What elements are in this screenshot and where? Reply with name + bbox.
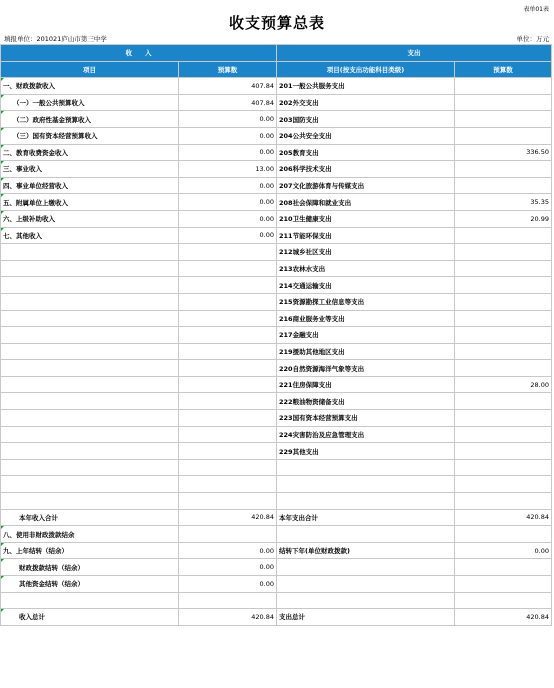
income-item-cell: （二）政府性基金预算收入 bbox=[1, 111, 179, 128]
table-row bbox=[1, 78, 552, 95]
expense-budget-cell bbox=[455, 410, 552, 427]
table-row bbox=[1, 161, 552, 178]
expense-item-cell bbox=[277, 476, 455, 493]
expense-budget-cell bbox=[455, 227, 552, 244]
expense-item-cell: 216商业服务业等支出 bbox=[277, 310, 455, 327]
table-row bbox=[1, 410, 552, 427]
expense-budget-cell bbox=[455, 177, 552, 194]
income-budget-cell bbox=[179, 426, 277, 443]
expense-item-cell: 支出总计 bbox=[277, 609, 455, 626]
expense-item-cell bbox=[277, 493, 455, 510]
table-number: 表单01表 bbox=[523, 6, 549, 13]
expense-item-cell: 215资源勘探工业信息等支出 bbox=[277, 293, 455, 310]
income-item-cell: 其他资金结转（结余） bbox=[1, 576, 179, 593]
expense-budget-cell bbox=[455, 443, 552, 460]
expense-budget-cell bbox=[455, 493, 552, 510]
income-item-cell: 财政拨款结转（结余） bbox=[1, 559, 179, 576]
expense-budget-cell bbox=[455, 111, 552, 128]
income-budget-cell: 13.00 bbox=[179, 161, 277, 178]
income-budget-cell: 0.00 bbox=[179, 111, 277, 128]
summary-table bbox=[0, 44, 552, 626]
income-item-cell: 四、事业单位经营收入 bbox=[1, 177, 179, 194]
expense-item-cell: 229其他支出 bbox=[277, 443, 455, 460]
table-row bbox=[1, 327, 552, 344]
table-row bbox=[1, 526, 552, 543]
income-budget-cell: 0.00 bbox=[179, 542, 277, 559]
expense-budget-cell bbox=[455, 360, 552, 377]
expense-item-cell: 213农林水支出 bbox=[277, 260, 455, 277]
expense-item-cell: 205教育支出 bbox=[277, 144, 455, 161]
income-budget-cell: 0.00 bbox=[179, 559, 277, 576]
col-expense-budget: 预算数 bbox=[455, 61, 552, 78]
income-item-cell: （三）国有资本经营预算收入 bbox=[1, 127, 179, 144]
income-budget-cell bbox=[179, 592, 277, 609]
expense-item-cell: 217金融支出 bbox=[277, 327, 455, 344]
income-budget-cell bbox=[179, 277, 277, 294]
income-item-cell bbox=[1, 426, 179, 443]
section-header-row bbox=[1, 45, 552, 62]
expense-item-cell: 224灾害防治及应急管理支出 bbox=[277, 426, 455, 443]
expense-budget-cell bbox=[455, 393, 552, 410]
expense-budget-cell: 0.00 bbox=[455, 542, 552, 559]
table-row bbox=[1, 609, 552, 626]
income-item-cell: 九、上年结转（结余） bbox=[1, 542, 179, 559]
income-budget-cell bbox=[179, 327, 277, 344]
table-row bbox=[1, 244, 552, 261]
income-item-cell bbox=[1, 393, 179, 410]
table-row bbox=[1, 277, 552, 294]
table-row bbox=[1, 393, 552, 410]
expense-item-cell bbox=[277, 592, 455, 609]
expense-budget-cell bbox=[455, 327, 552, 344]
income-budget-cell: 0.00 bbox=[179, 227, 277, 244]
income-budget-cell bbox=[179, 376, 277, 393]
table-row bbox=[1, 194, 552, 211]
income-budget-cell bbox=[179, 293, 277, 310]
expense-header: 支出 bbox=[277, 45, 552, 62]
income-budget-cell bbox=[179, 443, 277, 460]
income-item-cell: （一）一般公共预算收入 bbox=[1, 94, 179, 111]
income-item-cell bbox=[1, 244, 179, 261]
expense-item-cell: 223国有资本经营预算支出 bbox=[277, 410, 455, 427]
expense-budget-cell: 20.99 bbox=[455, 210, 552, 227]
expense-budget-cell bbox=[455, 592, 552, 609]
table-row bbox=[1, 144, 552, 161]
income-budget-cell: 0.00 bbox=[179, 127, 277, 144]
income-item-cell: 六、上级补助收入 bbox=[1, 210, 179, 227]
expense-budget-cell bbox=[455, 127, 552, 144]
table-row bbox=[1, 376, 552, 393]
expense-budget-cell bbox=[455, 476, 552, 493]
expense-budget-cell bbox=[455, 293, 552, 310]
expense-item-cell: 211节能环保支出 bbox=[277, 227, 455, 244]
col-income-budget: 预算数 bbox=[179, 61, 277, 78]
income-budget-cell bbox=[179, 310, 277, 327]
income-budget-cell bbox=[179, 493, 277, 510]
income-budget-cell bbox=[179, 526, 277, 543]
income-item-cell bbox=[1, 360, 179, 377]
expense-budget-cell bbox=[455, 277, 552, 294]
table-row bbox=[1, 210, 552, 227]
income-budget-cell bbox=[179, 459, 277, 476]
table-row bbox=[1, 111, 552, 128]
income-item-cell: 收入总计 bbox=[1, 609, 179, 626]
currency-unit: 单位：万元 bbox=[516, 35, 549, 43]
expense-item-cell: 203国防支出 bbox=[277, 111, 455, 128]
expense-budget-cell bbox=[455, 161, 552, 178]
table-row bbox=[1, 293, 552, 310]
expense-budget-cell bbox=[455, 526, 552, 543]
expense-budget-cell: 35.35 bbox=[455, 194, 552, 211]
income-budget-cell: 420.84 bbox=[179, 609, 277, 626]
table-row bbox=[1, 343, 552, 360]
expense-item-cell bbox=[277, 576, 455, 593]
income-item-cell bbox=[1, 293, 179, 310]
income-item-cell bbox=[1, 260, 179, 277]
expense-item-cell bbox=[277, 526, 455, 543]
income-item-cell bbox=[1, 443, 179, 460]
expense-item-cell: 202外交支出 bbox=[277, 94, 455, 111]
income-budget-cell bbox=[179, 244, 277, 261]
expense-item-cell: 219援助其他地区支出 bbox=[277, 343, 455, 360]
expense-item-cell: 222粮油物资储备支出 bbox=[277, 393, 455, 410]
income-item-cell bbox=[1, 476, 179, 493]
income-item-cell: 三、事业收入 bbox=[1, 161, 179, 178]
income-item-cell bbox=[1, 277, 179, 294]
income-budget-cell bbox=[179, 360, 277, 377]
table-row bbox=[1, 509, 552, 526]
table-row bbox=[1, 260, 552, 277]
expense-item-cell bbox=[277, 459, 455, 476]
col-expense-item: 项目(按支出功能科目类级) bbox=[277, 61, 455, 78]
expense-item-cell: 210卫生健康支出 bbox=[277, 210, 455, 227]
table-row bbox=[1, 127, 552, 144]
income-item-cell: 二、教育收费资金收入 bbox=[1, 144, 179, 161]
table-row bbox=[1, 177, 552, 194]
expense-item-cell: 201一般公共服务支出 bbox=[277, 78, 455, 95]
table-row bbox=[1, 459, 552, 476]
table-row bbox=[1, 476, 552, 493]
expense-item-cell bbox=[277, 559, 455, 576]
column-header-row bbox=[1, 61, 552, 78]
table-row bbox=[1, 227, 552, 244]
expense-item-cell: 结转下年(单位财政拨款) bbox=[277, 542, 455, 559]
income-budget-cell: 407.84 bbox=[179, 94, 277, 111]
income-budget-cell: 420.84 bbox=[179, 509, 277, 526]
expense-budget-cell bbox=[455, 426, 552, 443]
income-item-cell bbox=[1, 410, 179, 427]
col-income-item: 项目 bbox=[1, 61, 179, 78]
income-budget-cell: 0.00 bbox=[179, 194, 277, 211]
income-item-cell bbox=[1, 592, 179, 609]
income-item-cell bbox=[1, 459, 179, 476]
expense-budget-cell: 28.00 bbox=[455, 376, 552, 393]
expense-budget-cell bbox=[455, 459, 552, 476]
expense-item-cell: 221住房保障支出 bbox=[277, 376, 455, 393]
expense-budget-cell bbox=[455, 310, 552, 327]
expense-budget-cell bbox=[455, 343, 552, 360]
unit-line bbox=[0, 34, 554, 44]
reporting-unit: 填报单位：201021庐山市第三中学 bbox=[4, 35, 107, 43]
expense-budget-cell: 336.50 bbox=[455, 144, 552, 161]
income-item-cell: 五、附属单位上缴收入 bbox=[1, 194, 179, 211]
expense-budget-cell bbox=[455, 576, 552, 593]
expense-budget-cell bbox=[455, 559, 552, 576]
income-item-cell bbox=[1, 310, 179, 327]
income-header: 收 入 bbox=[1, 45, 277, 62]
income-item-cell: 本年收入合计 bbox=[1, 509, 179, 526]
expense-budget-cell bbox=[455, 260, 552, 277]
table-row bbox=[1, 559, 552, 576]
income-item-cell bbox=[1, 343, 179, 360]
expense-item-cell: 214交通运输支出 bbox=[277, 277, 455, 294]
table-row bbox=[1, 443, 552, 460]
expense-item-cell: 220自然资源海洋气象等支出 bbox=[277, 360, 455, 377]
expense-item-cell: 本年支出合计 bbox=[277, 509, 455, 526]
expense-budget-cell: 420.84 bbox=[455, 509, 552, 526]
income-budget-cell: 0.00 bbox=[179, 177, 277, 194]
table-row bbox=[1, 426, 552, 443]
income-item-cell bbox=[1, 376, 179, 393]
expense-item-cell: 212城乡社区支出 bbox=[277, 244, 455, 261]
income-budget-cell: 0.00 bbox=[179, 576, 277, 593]
table-row bbox=[1, 360, 552, 377]
expense-budget-cell bbox=[455, 78, 552, 95]
income-budget-cell bbox=[179, 343, 277, 360]
income-budget-cell bbox=[179, 260, 277, 277]
expense-budget-cell bbox=[455, 94, 552, 111]
expense-item-cell: 207文化旅游体育与传媒支出 bbox=[277, 177, 455, 194]
table-row bbox=[1, 592, 552, 609]
income-budget-cell: 407.84 bbox=[179, 78, 277, 95]
expense-item-cell: 208社会保障和就业支出 bbox=[277, 194, 455, 211]
income-item-cell bbox=[1, 327, 179, 344]
income-item-cell bbox=[1, 493, 179, 510]
income-budget-cell: 0.00 bbox=[179, 210, 277, 227]
income-item-cell: 八、使用非财政拨款结余 bbox=[1, 526, 179, 543]
income-budget-cell: 0.00 bbox=[179, 144, 277, 161]
expense-item-cell: 204公共安全支出 bbox=[277, 127, 455, 144]
income-item-cell: 七、其他收入 bbox=[1, 227, 179, 244]
expense-item-cell: 206科学技术支出 bbox=[277, 161, 455, 178]
income-budget-cell bbox=[179, 393, 277, 410]
table-row bbox=[1, 493, 552, 510]
income-item-cell: 一、财政拨款收入 bbox=[1, 78, 179, 95]
table-row bbox=[1, 310, 552, 327]
income-budget-cell bbox=[179, 476, 277, 493]
table-row bbox=[1, 94, 552, 111]
table-row bbox=[1, 576, 552, 593]
expense-budget-cell: 420.84 bbox=[455, 609, 552, 626]
expense-budget-cell bbox=[455, 244, 552, 261]
page-title: 收支预算总表 bbox=[228, 14, 325, 32]
table-row bbox=[1, 542, 552, 559]
income-budget-cell bbox=[179, 410, 277, 427]
